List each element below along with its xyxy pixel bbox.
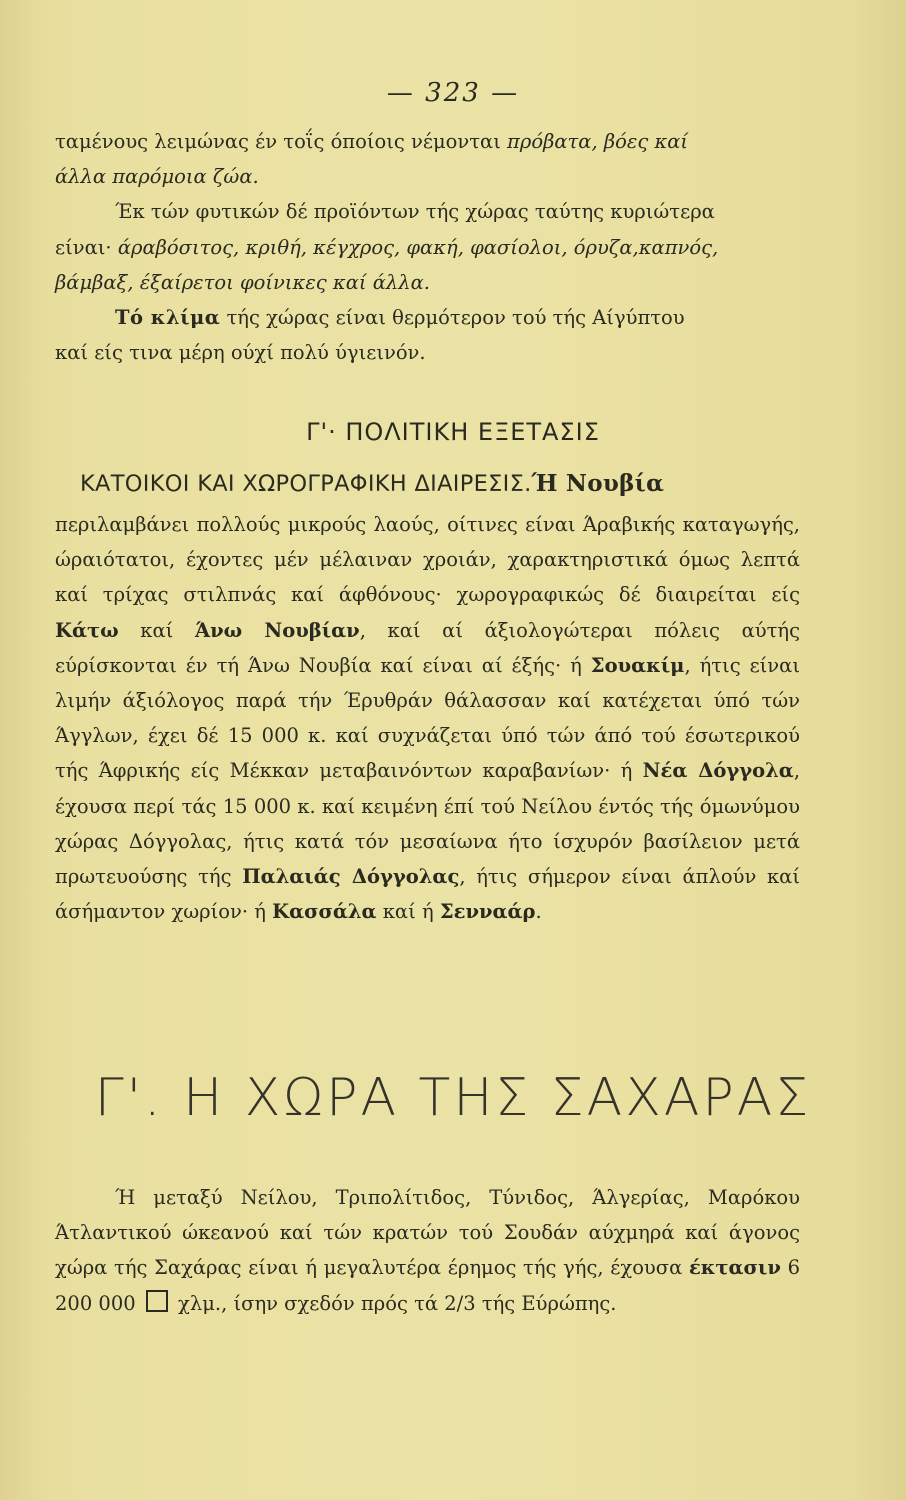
text-span: καί: [118, 618, 195, 642]
square-symbol-icon: [146, 1290, 168, 1312]
text-span: χλμ., ίσην σχεδόν πρός τά 2/3 τής Εύρώπης.: [171, 1291, 617, 1315]
bold-term: Κάτω: [55, 618, 119, 642]
subsection-heading: [80, 470, 800, 497]
nubia-paragraph: [55, 507, 800, 929]
top-paragraph: [55, 124, 800, 370]
text-span: 6 200 000: [55, 1256, 800, 1315]
bold-term: Νέα Δόγγολα: [642, 759, 794, 783]
text-span: περιλαμβάνει πολλούς μικρούς λαούς, οίτινες είναι Άραβικής καταγωγής, ώραιότατοι, έχοντες μέν μέλαιναν χροιάν, χαρακτηριστικά όμως λεπτά καί τρίχας στιλπνάς καί άφθόνους· χωρογραφικώς δέ διαιρείται είς: [55, 513, 800, 607]
sahara-text: [55, 1180, 800, 1321]
text-line: Έκ τών φυτικών δέ προϊόντων τής χώρας ταύτης κυριώτερα: [115, 200, 715, 224]
text-line: βάμβαξ, έξαίρετοι φοίνικες καί άλλα.: [55, 270, 430, 294]
nubia-text: [55, 507, 800, 929]
climate-line: [55, 300, 800, 335]
bold-term: Άνω Νουβίαν: [194, 618, 360, 642]
text-span: Ή μεταξύ Νείλου, Τριπολίτιδος, Τύνιδος, Άλγερίας, Μαρόκου Άτλαντικού ώκεανού καί τών κρατών τού Σουδάν αύχμηρά καί άγονος χώρα τής Σαχάρας είναι ή μεγαλυτέρα έρημος τής γής, έχουσα: [55, 1186, 800, 1280]
page-number: — 323 —: [386, 78, 520, 108]
text-line: [55, 230, 800, 265]
subsection-title: ΚΑΤΟΙΚΟΙ ΚΑΙ ΧΩΡΟΓΡΑΦΙΚΗ ΔΙΑΙΡΕΣΙΣ.: [80, 471, 532, 497]
text-span: καί ή: [376, 900, 440, 924]
text-line: [55, 124, 800, 159]
text-span: , καί αί άξιολογώτεραι πόλεις αύτής εύρίσκονται έν τή Άνω Νουβία καί είναι αί έξής· ή: [55, 618, 801, 677]
italic-span: άραβόσιτος, κριθή, κέγχρος, φακή, φασίολοι, όρυζα,καπνός,: [117, 235, 719, 259]
text-span: , ήτις είναι λιμήν άξιόλογος παρά τήν Έρυθράν θάλασσαν καί κατέχεται ύπό τών Άγγλων, έχει δέ 15 000 κ. καί συχνάζεται ύπό τών άπό τού έσωτερικού τής Άφρικής είς Μέκκαν μεταβαινόντων καραβανίων· ή: [55, 653, 800, 783]
subsection-lead: Ή Νουβία: [531, 470, 665, 497]
text-span: ταμένους λειμώνας έν τοΐς όποίοις νέμονται: [55, 130, 508, 153]
bold-term: Κασσάλα: [272, 900, 377, 924]
text-span: .: [535, 900, 542, 924]
bold-term: έκτασιν: [688, 1256, 781, 1280]
bold-term: Σενναάρ: [439, 900, 536, 924]
bold-term: Σουακίμ: [590, 653, 685, 677]
text-span: , ήτις σήμερον είναι άπλούν καί άσήμαντον χωρίον· ή: [55, 865, 800, 924]
sahara-paragraph: [55, 1180, 800, 1321]
text-span: είναι·: [55, 235, 118, 259]
section-heading-sahara: Γ'. Η ΧΩΡΑ ΤΗΣ ΣΑΧΑΡΑΣ: [94, 1068, 812, 1128]
text-span: , έχουσα περί τάς 15 000 κ. καί κειμένη έπί τού Νείλου έντός τής όμωνύμου χώρας Δόγγολας, ήτις κατά τόν μεσαίωνα ήτο ίσχυρόν βασίλειον μετά πρωτευούσης τής: [55, 759, 801, 889]
section-heading-political: Γ'· ΠΟΛΙΤΙΚΗ ΕΞΕΤΑΣΙΣ: [306, 418, 600, 446]
bold-term: Παλαιάς Δόγγολας: [242, 865, 460, 889]
text-span: τής χώρας είναι θερμότερον τού τής Αίγύπτου: [220, 306, 685, 330]
italic-span: πρόβατα, βόες καί: [507, 130, 689, 153]
text-line: καί είς τινα μέρη ούχί πολύ ύγιεινόν.: [55, 341, 426, 365]
text-line: άλλα παρόμοια ζώα.: [55, 165, 259, 189]
climate-lead: Τό κλίμα: [115, 306, 221, 330]
